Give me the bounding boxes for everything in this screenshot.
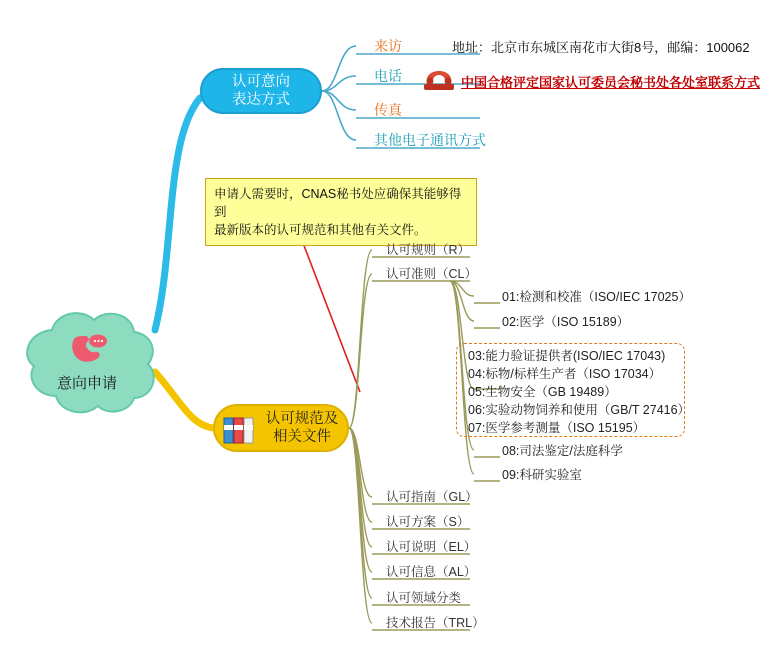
doc-item-explanation[interactable]: 认可说明（EL）: [386, 540, 477, 554]
root-label: 意向申请: [56, 375, 117, 392]
contact-item-fax[interactable]: 传真: [374, 102, 402, 118]
doc-item-criteria[interactable]: 认可准则（CL）: [386, 267, 477, 281]
criteria-sub-03[interactable]: 03:能力验证提供者(ISO/IEC 17043): [468, 349, 666, 363]
doc-item-scheme[interactable]: 认可方案（S）: [386, 515, 470, 529]
phone-chat-icon: [67, 332, 111, 366]
criteria-sub-09[interactable]: 09:科研实验室: [502, 468, 582, 482]
doc-item-information[interactable]: 认可信息（AL）: [386, 565, 477, 579]
branch-contact-node[interactable]: [200, 68, 322, 114]
contact-address: 地址：北京市东城区南花市大街8号，邮编：100062: [452, 40, 750, 55]
root-node[interactable]: [12, 300, 162, 420]
telephone-icon: [421, 68, 457, 92]
contact-item-other[interactable]: 其他电子通讯方式: [374, 132, 486, 148]
doc-item-guide[interactable]: 认可指南（GL）: [386, 490, 478, 504]
branch-docs-label-line1: 认可规范及: [265, 411, 339, 427]
criteria-sub-07[interactable]: 07:医学参考测量（ISO 15195）: [468, 421, 646, 435]
folders-icon: [223, 415, 257, 445]
branch-docs-label-line2: 相关文件: [273, 429, 331, 445]
doc-item-technical-report[interactable]: 技术报告（TRL）: [386, 616, 485, 630]
branch-docs-node[interactable]: [213, 404, 349, 452]
doc-item-field-classification[interactable]: 认可领域分类: [386, 591, 462, 605]
note-callout: [205, 178, 477, 246]
contact-item-phone[interactable]: 电话: [374, 68, 402, 84]
note-line1: 申请人需要时，CNAS秘书处应确保其能够得到: [214, 187, 462, 219]
doc-item-rules[interactable]: 认可规则（R）: [386, 243, 471, 257]
note-line2: 最新版本的认可规范和其他有关文件。: [214, 223, 427, 237]
criteria-sub-04[interactable]: 04:标物/标样生产者（ISO 17034）: [468, 367, 662, 381]
contact-item-visit[interactable]: 来访: [374, 38, 402, 54]
branch-contact-label-line2: 表达方式: [232, 92, 290, 108]
cnas-contact-link[interactable]: 中国合格评定国家认可委员会秘书处各处室联系方式: [461, 75, 761, 90]
branch-contact-label-line1: 认可意向: [232, 74, 290, 90]
criteria-sub-08[interactable]: 08:司法鉴定/法庭科学: [502, 444, 623, 458]
criteria-sub-06[interactable]: 06:实验动物饲养和使用（GB/T 27416）: [468, 403, 691, 417]
criteria-sub-05[interactable]: 05:生物安全（GB 19489）: [468, 385, 617, 399]
criteria-sub-02[interactable]: 02:医学（ISO 15189）: [502, 315, 630, 329]
criteria-sub-01[interactable]: 01:检测和校准（ISO/IEC 17025）: [502, 290, 691, 304]
